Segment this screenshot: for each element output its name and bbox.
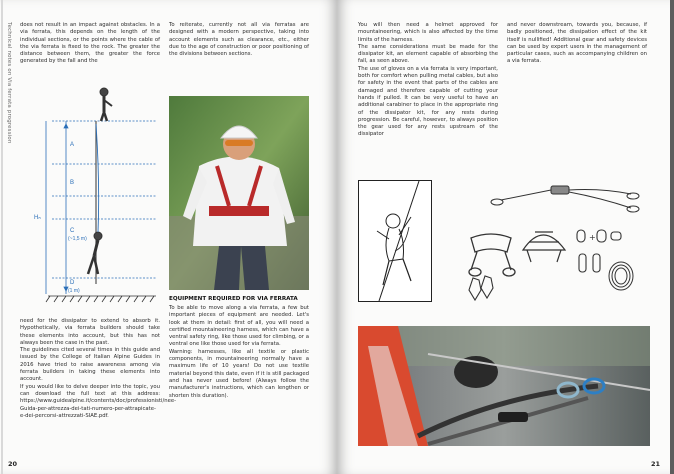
climber-figure-standing	[100, 88, 112, 121]
climber-helmet-photo	[169, 96, 309, 290]
left-col1-top-paragraph: does not result in an impact against obstacles. In a via ferrata, this depends on the length of the individual sections, or the points where the cable of the via ferrata is fixed to the rock. The greater the distance between them, the greater the force generated by the fall and the	[20, 22, 160, 65]
label-b: B	[70, 180, 75, 186]
left-col2-top	[169, 22, 309, 58]
left-col2-top-paragraph: To reiterate, currently not all via ferratas are designed with a modern perspective, taking into account elements such as clearance, etc., either due to the age of construction or poor positioning of the divisions between sections.	[169, 22, 309, 58]
side-running-title: Technical notes on Via ferrata progression	[6, 22, 12, 144]
climber-figure-falling	[88, 232, 102, 274]
harness-icon	[469, 234, 515, 276]
right-col1	[358, 22, 498, 139]
right-page-number: 21	[650, 460, 660, 468]
right-col2	[507, 22, 647, 66]
label-h: Hₙ	[34, 215, 41, 221]
equipment-heading: EQUIPMENT REQUIRED FOR VIA FERRATA	[169, 296, 298, 302]
left-col1-bottom	[20, 318, 177, 420]
right-col1-para-3: The use of gloves on a via ferrata is very important, both for comfort when pulling metal cables, but also for safety in the event that parts of the cables are damaged and therefore capable of cutting your hands if pulled. It can be very useful to have an additional carabiner to place in the appropriate ring of the dissipator kit, for any rests during progression. Be careful, however, to always position the gear used for any rests upstream of the dissipator	[358, 65, 498, 138]
right-col1-para-1: You will then need a helmet approved for mountaineering, which is also affected by the time limits of the harness.	[358, 22, 498, 43]
dissipator-kit-icon	[491, 186, 639, 212]
left-col1-para-2: The guidelines cited several times in this guide and issued by the College of Italian Alpine Guides in 2016 have tried to raise awareness among via ferrata builders in taking these elements into account.	[20, 347, 160, 383]
page-edge-strip	[1, 0, 3, 474]
left-col2-para-2: Warning: harnesses, like all textile or plastic components, in mountaineering normally have a maximum life of 10 years! Do not use textile material beyond this date, even if it is still packaged and has never used before! (Always follow the manufacturer's instructions, which can lengthen or shorten this duration).	[169, 348, 309, 399]
climber-line-drawing	[359, 181, 431, 301]
fall-clearance-diagram	[18, 84, 158, 310]
right-col2-paragraph: and never downstream, towards you, because, if badly positioned, the dissipation effect of the kit itself is nullified! Additional gear and safety devices can be used by expert users in the management of particular cases, such as accompanying children on a via ferrata.	[507, 22, 647, 65]
helmet-icon	[523, 232, 565, 262]
svg-text:+: +	[589, 233, 596, 242]
label-c-sub: (~1,5 m)	[68, 236, 87, 242]
carabiner-cable-photo	[358, 326, 650, 446]
label-c: C	[70, 228, 75, 234]
rope-coil-icon	[609, 262, 633, 290]
left-page-number: 20	[8, 460, 18, 468]
ground-hatch	[46, 296, 156, 302]
left-col1-para-3: If you would like to delve deeper into the topic, you can download the full text at this address: https://www.guidealpine.it/contents/doc/professionisti/nee-Guida-per-attrezza-dei-tati-numero-per-attrapicate-e-dei-percorsi-attrezzati-SIAE.pdf.	[20, 383, 177, 419]
gloves-icon	[469, 276, 493, 300]
left-col1-top	[20, 22, 160, 66]
label-d: D	[70, 280, 75, 286]
left-col1-para-1: need for the dissipator to extend to absorb it. Hypothetically, via ferrata builders should take these elements into account, but this has not always been the case in the past.	[20, 318, 160, 346]
label-d-sub: (1 m)	[68, 288, 80, 294]
label-a: A	[70, 142, 75, 148]
carabiner-icon	[577, 230, 621, 272]
equipment-illustrations	[461, 180, 641, 305]
left-col2-para-1: To be able to move along a via ferrata, a few but important pieces of equipment are needed. Let's look at them in detail: first of all, you will need a certified mountaineering harness, which can have a ventral safety ring, like those used for climbing, or a ventral one like those used for via ferrata.	[169, 305, 309, 348]
left-col2-bottom	[169, 305, 309, 400]
right-col1-para-2: The same considerations must be made for the dissipator kit, an element capable of absorbing the fall, as seen above.	[358, 43, 498, 65]
right-page	[337, 0, 670, 474]
climber-cable-illustration-box	[358, 180, 432, 302]
